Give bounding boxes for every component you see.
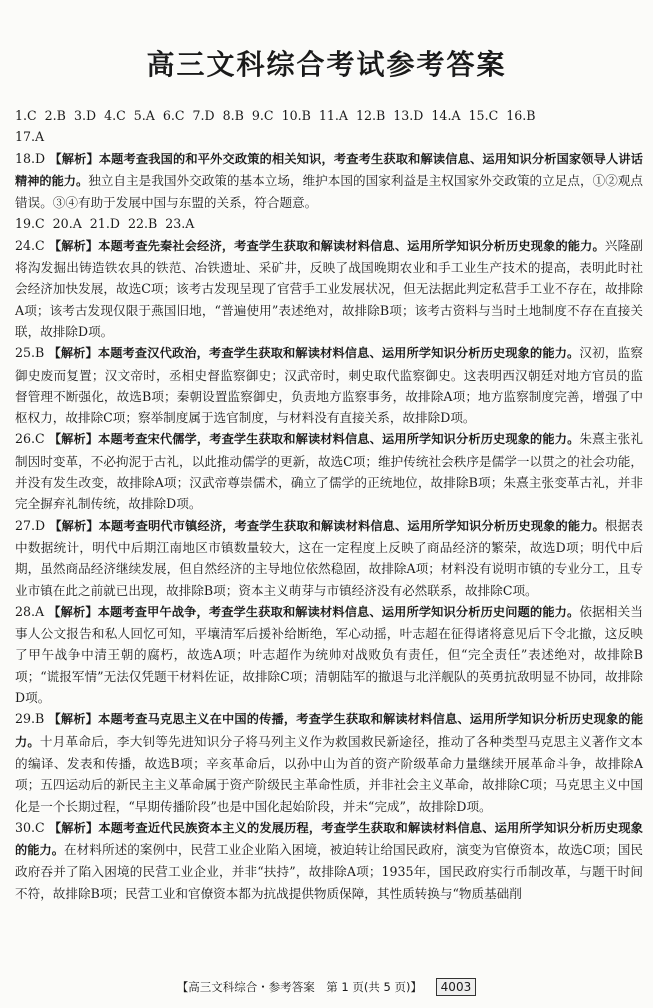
- answer-number: 28.A: [15, 603, 45, 619]
- answer-number: 29.B: [15, 711, 45, 727]
- answer-29: [15, 708, 643, 816]
- answer-26: [15, 428, 643, 514]
- answer-item: 9.C: [251, 108, 274, 123]
- analysis-text: 十月革命后，李大钊等先进知识分子将马列主义作为救国救民新途径，推动了各种类型马克思主义著作文本的编译、发表和传播，故选B项；辛亥革命后，以孙中山为首的资产阶级革命力量继续开展革命斗争，故排除A项；五四运动后的新民主主义革命属于资产阶级民主革命性质，并非社会主义革命，故排除C项；马克思主义中国化是一个长期过程，“早期传播阶段”也是中国化起始阶段，并未“完成”，故排除D项。: [15, 733, 644, 814]
- answer-18: [15, 148, 643, 214]
- answer-27: [15, 515, 643, 601]
- analysis-text: 汉初，监察御史废而复置；汉文帝时，丞相史督监察御史；汉武帝时，刺史取代监察御史。这表明西汉朝廷对地方官员的监督管理不断强化，故选B项；秦朝设置监察御史，负责地方监察事务，故排除A项；地方监察制度完善，增强了中枢权力，故排除C项；察举制度属于选官制度，与材料没有直接关系，故排除D项。: [15, 345, 643, 426]
- analysis-heading: 【解析】本题考查马克思主义在中国的传播，考查学生获取和解读材料信息、运用所学知识分析历史现象的能力。: [15, 712, 644, 749]
- footer-text: 【高三文科综合・参考答案 第 1 页(共 5 页)】: [176, 980, 423, 994]
- answer-item: 5.A: [133, 108, 155, 123]
- answer-body: [15, 105, 643, 904]
- answer-item: 7.D: [192, 108, 215, 123]
- answer-number: 24.C: [15, 237, 45, 253]
- answer-item: 1.C: [15, 108, 37, 123]
- analysis-heading: 【解析】本题考查近代民族资本主义的发展历程，考查学生获取和解读材料信息、运用所学知识分析历史现象的能力。: [15, 820, 643, 858]
- answer-item: 22.B: [127, 216, 158, 232]
- answer-item: 21.D: [89, 216, 120, 232]
- answer-row-1: [15, 105, 643, 126]
- answer-number: 27.D: [15, 517, 46, 533]
- answer-row-2: 17.A: [15, 129, 45, 145]
- answer-item: 15.C: [468, 108, 499, 123]
- analysis-heading: 【解析】本题考查先秦社会经济，考查学生获取和解读材料信息、运用所学知识分析历史现象的能力。: [48, 238, 605, 253]
- analysis-heading: 【解析】本题考查明代市镇经济，考查学生获取和解读材料信息、运用所学知识分析历史现象的能力。: [49, 518, 605, 533]
- answer-item: 13.D: [393, 108, 424, 123]
- answer-number: 25.B: [15, 345, 45, 361]
- answer-item: 3.D: [73, 108, 97, 123]
- answer-item: 8.B: [222, 108, 244, 123]
- page-footer: [0, 978, 653, 996]
- answer-30: [15, 817, 643, 904]
- analysis-heading: 【解析】本题考查汉代政治，考查学生获取和解读材料信息、运用所学知识分析历史现象的能力。: [48, 346, 580, 361]
- analysis-text: 兴隆副将沟发掘出铸造铁农具的铁范、冶铁遗址、采矿井，反映了战国晚期农业和手工业生产技术的提高，表明此时社会经济加快发展，故选C项；该考古发现呈现了官营手工业发展状况，但无法据此判定私营手工业不存在，故排除A项；该考古发现仅限于燕国旧地，“普遍使用”表述绝对，故排除B项；该考古资料与当时土地制度不存在直接关联，故排除D项。: [15, 237, 643, 339]
- answer-item: 16.B: [506, 108, 536, 123]
- analysis-heading: 【解析】本题考查我国的和平外交政策的相关知识，考查考生获取和解读信息、运用知识分析国家领导人讲话精神的能力。: [15, 151, 643, 188]
- answer-number: 26.C: [15, 431, 45, 447]
- answer-item: 20.A: [52, 216, 82, 232]
- answer-24: [15, 235, 643, 342]
- answer-item: 23.A: [165, 216, 195, 232]
- analysis-heading: 【解析】本题考查宋代儒学，考查学生获取和解读材料信息、运用所学知识分析历史现象的能力。: [48, 432, 580, 447]
- analysis-text: 依据相关当事人公文报告和私人回忆可知，平壤清军后援补给断绝，军心动摇，叶志超在征得诸将意见后下令北撤，这反映了甲午战争中清王朝的腐朽，故选A项；叶志超作为统帅对战败负有责任，但“完全责任”表述绝对，故排除B项；“谎报军情”无法仅凭题干材料佐证，故排除C项；清朝陆军的撤退与北洋舰队的英勇抗敌明显不协同，故排除D项。: [15, 603, 643, 706]
- analysis-text: 根据表中数据统计，明代中后期江南地区市镇数量较大，这在一定程度上反映了商品经济的繁荣，故选D项；明代中后期，虽然商品经济继续发展，但自然经济的主导地位依然稳固，故排除A项；材料没有说明市镇的专业分工，且专业市镇在此之前就已出现，故排除B项；资本主义萌芽与市镇经济没有必然联系，故排除C项。: [15, 517, 644, 598]
- answer-item: 19.C: [15, 216, 45, 232]
- page-title: 高三文科综合考试参考答案: [146, 48, 507, 81]
- answer-number: 30.C: [15, 819, 45, 835]
- analysis-heading: 【解析】本题考查甲午战争，考查学生获取和解读材料信息、运用所学知识分析历史问题的能力。: [48, 604, 580, 619]
- answer-item: 4.C: [104, 108, 126, 123]
- answer-item: 11.A: [318, 108, 348, 123]
- answer-item: 2.B: [44, 108, 66, 123]
- answer-item: 10.B: [281, 108, 311, 123]
- answer-number: 18.D: [15, 150, 46, 166]
- answer-item: 12.B: [355, 108, 386, 123]
- answer-item: 14.A: [431, 108, 461, 123]
- answer-28: [15, 601, 643, 708]
- answer-row-3: [15, 213, 643, 234]
- analysis-text: 朱熹主张礼制因时变革，不必拘泥于古礼，以此推动儒学的更新，故选C项；维护传统社会秩序是儒学一以贯之的社会功能，并没有发生改变，故排除A项；汉武帝尊崇儒术，确立了儒学的正统地位，故排除B项；朱熹主张变革古礼，并非完全摒弃礼制传统，故排除D项。: [15, 431, 643, 512]
- analysis-text: 独立自主是我国外交政策的基本立场，维护本国的国家利益是主权国家外交政策的立足点，①②观点错误。③④有助于发展中国与东盟的关系，符合题意。: [15, 172, 644, 211]
- answer-25: [15, 342, 643, 428]
- analysis-text: 在材料所述的案例中，民营工业企业陷入困境，被迫转让给国民政府，演变为官僚资本，故选C项；国民政府吞并了陷入困境的民营工业企业，并非“扶持”，故排除A项；1935年，国民政府实行币制改革，与题干时间不符，故排除B项；民营工业和官僚资本都为抗战提供物质保障，其性质转换与“物质基础削: [15, 842, 644, 901]
- answer-item: 6.C: [162, 108, 185, 123]
- document-code: 4003: [436, 978, 477, 996]
